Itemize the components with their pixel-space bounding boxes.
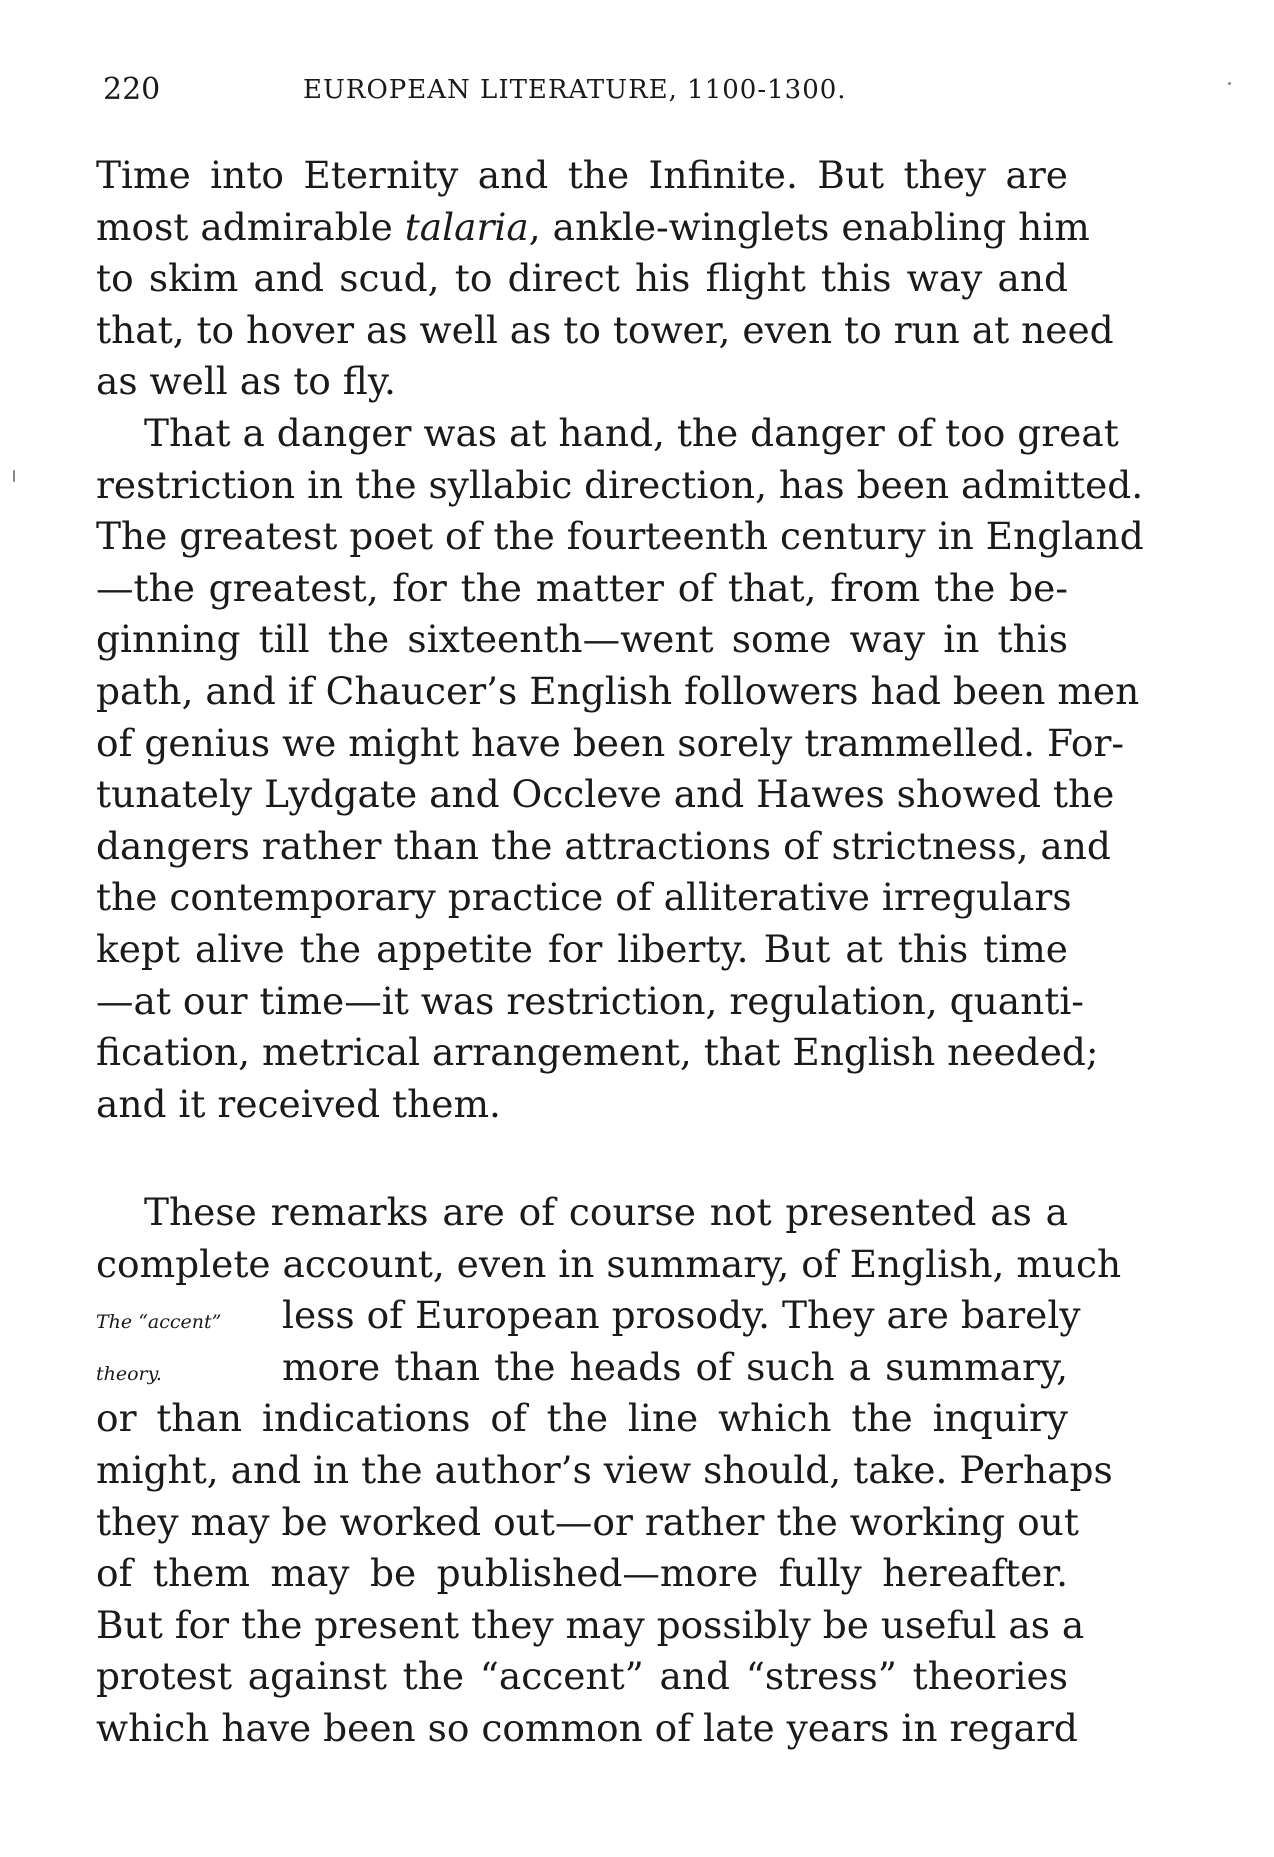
margin-note-line-1: The “accent”: [96, 1311, 222, 1334]
text-line: path, and if Chaucer’s English followers had been men: [96, 668, 1140, 713]
text-line-with-margin-note: [96, 1342, 1068, 1394]
text-line: and it received them.: [96, 1081, 501, 1126]
text-line: kept alive the appetite for liberty. But at this time: [96, 926, 1068, 971]
text-line: that, to hover as well as to tower, even to run at need: [96, 307, 1114, 352]
text-line: But for the present they may possibly be useful as a: [96, 1602, 1085, 1647]
text-line: That a danger was at hand, the danger of too great: [144, 410, 1119, 455]
text-line: to skim and scud, to direct his flight this way and: [96, 256, 1068, 301]
running-head: [103, 70, 1073, 110]
italic-word: talaria: [404, 204, 529, 249]
text-line: —at our time—it was restriction, regulation, quanti-: [96, 978, 1084, 1023]
text-line: The greatest poet of the fourteenth century in England: [96, 514, 1144, 559]
text-line: they may be worked out—or rather the working out: [96, 1499, 1079, 1544]
margin-note-line-2: theory.: [96, 1362, 162, 1385]
text-line: fication, metrical arrangement, that English needed;: [96, 1030, 1099, 1075]
text-line: which have been so common of late years in regard: [96, 1705, 1078, 1750]
text-line: These remarks are of course not presented as a: [144, 1190, 1068, 1234]
text-line: [96, 202, 1090, 254]
text-line: the contemporary practice of alliterative irregulars: [96, 875, 1072, 920]
text-line: more than the heads of such a summary,: [282, 1344, 1068, 1389]
text-line: as well as to fly.: [96, 359, 396, 404]
text-line: less of European prosody. They are barely: [282, 1293, 1081, 1338]
text-line: restriction in the syllabic direction, has been admitted.: [96, 462, 1144, 507]
upper-text: [96, 150, 1144, 1130]
text-line: might, and in the author’s view should, take. Perhaps: [96, 1447, 1113, 1492]
text-line: of genius we might have been sorely trammelled. For-: [96, 720, 1125, 765]
text-line: —the greatest, for the matter of that, from the be-: [96, 565, 1068, 610]
scan-speck: [13, 470, 15, 482]
text-fragment: most admirable: [96, 204, 405, 249]
scan-speck: [1228, 82, 1231, 85]
page-number: 220: [103, 72, 161, 107]
text-line: tunately Lydgate and Occleve and Hawes showed the: [96, 772, 1115, 817]
running-title: EUROPEAN LITERATURE, 1100-1300.: [303, 75, 847, 105]
text-line: complete account, even in summary, of English, much: [96, 1241, 1122, 1286]
text-line-with-margin-note: [96, 1290, 1081, 1342]
text-line: protest against the “accent” and “stress” theories: [96, 1654, 1068, 1699]
text-line: of them may be published—more fully hereafter.: [96, 1551, 1068, 1596]
text-line: dangers rather than the attractions of strictness, and: [96, 823, 1111, 868]
text-fragment: , ankle-winglets enabling him: [528, 204, 1090, 249]
text-line: ginning till the sixteenth—went some way in this: [96, 617, 1068, 662]
text-line: or than indications of the line which the inquiry: [96, 1396, 1068, 1441]
text-line: Time into Eternity and the Infinite. But they are: [96, 153, 1068, 197]
lower-text: [96, 1187, 1122, 1755]
